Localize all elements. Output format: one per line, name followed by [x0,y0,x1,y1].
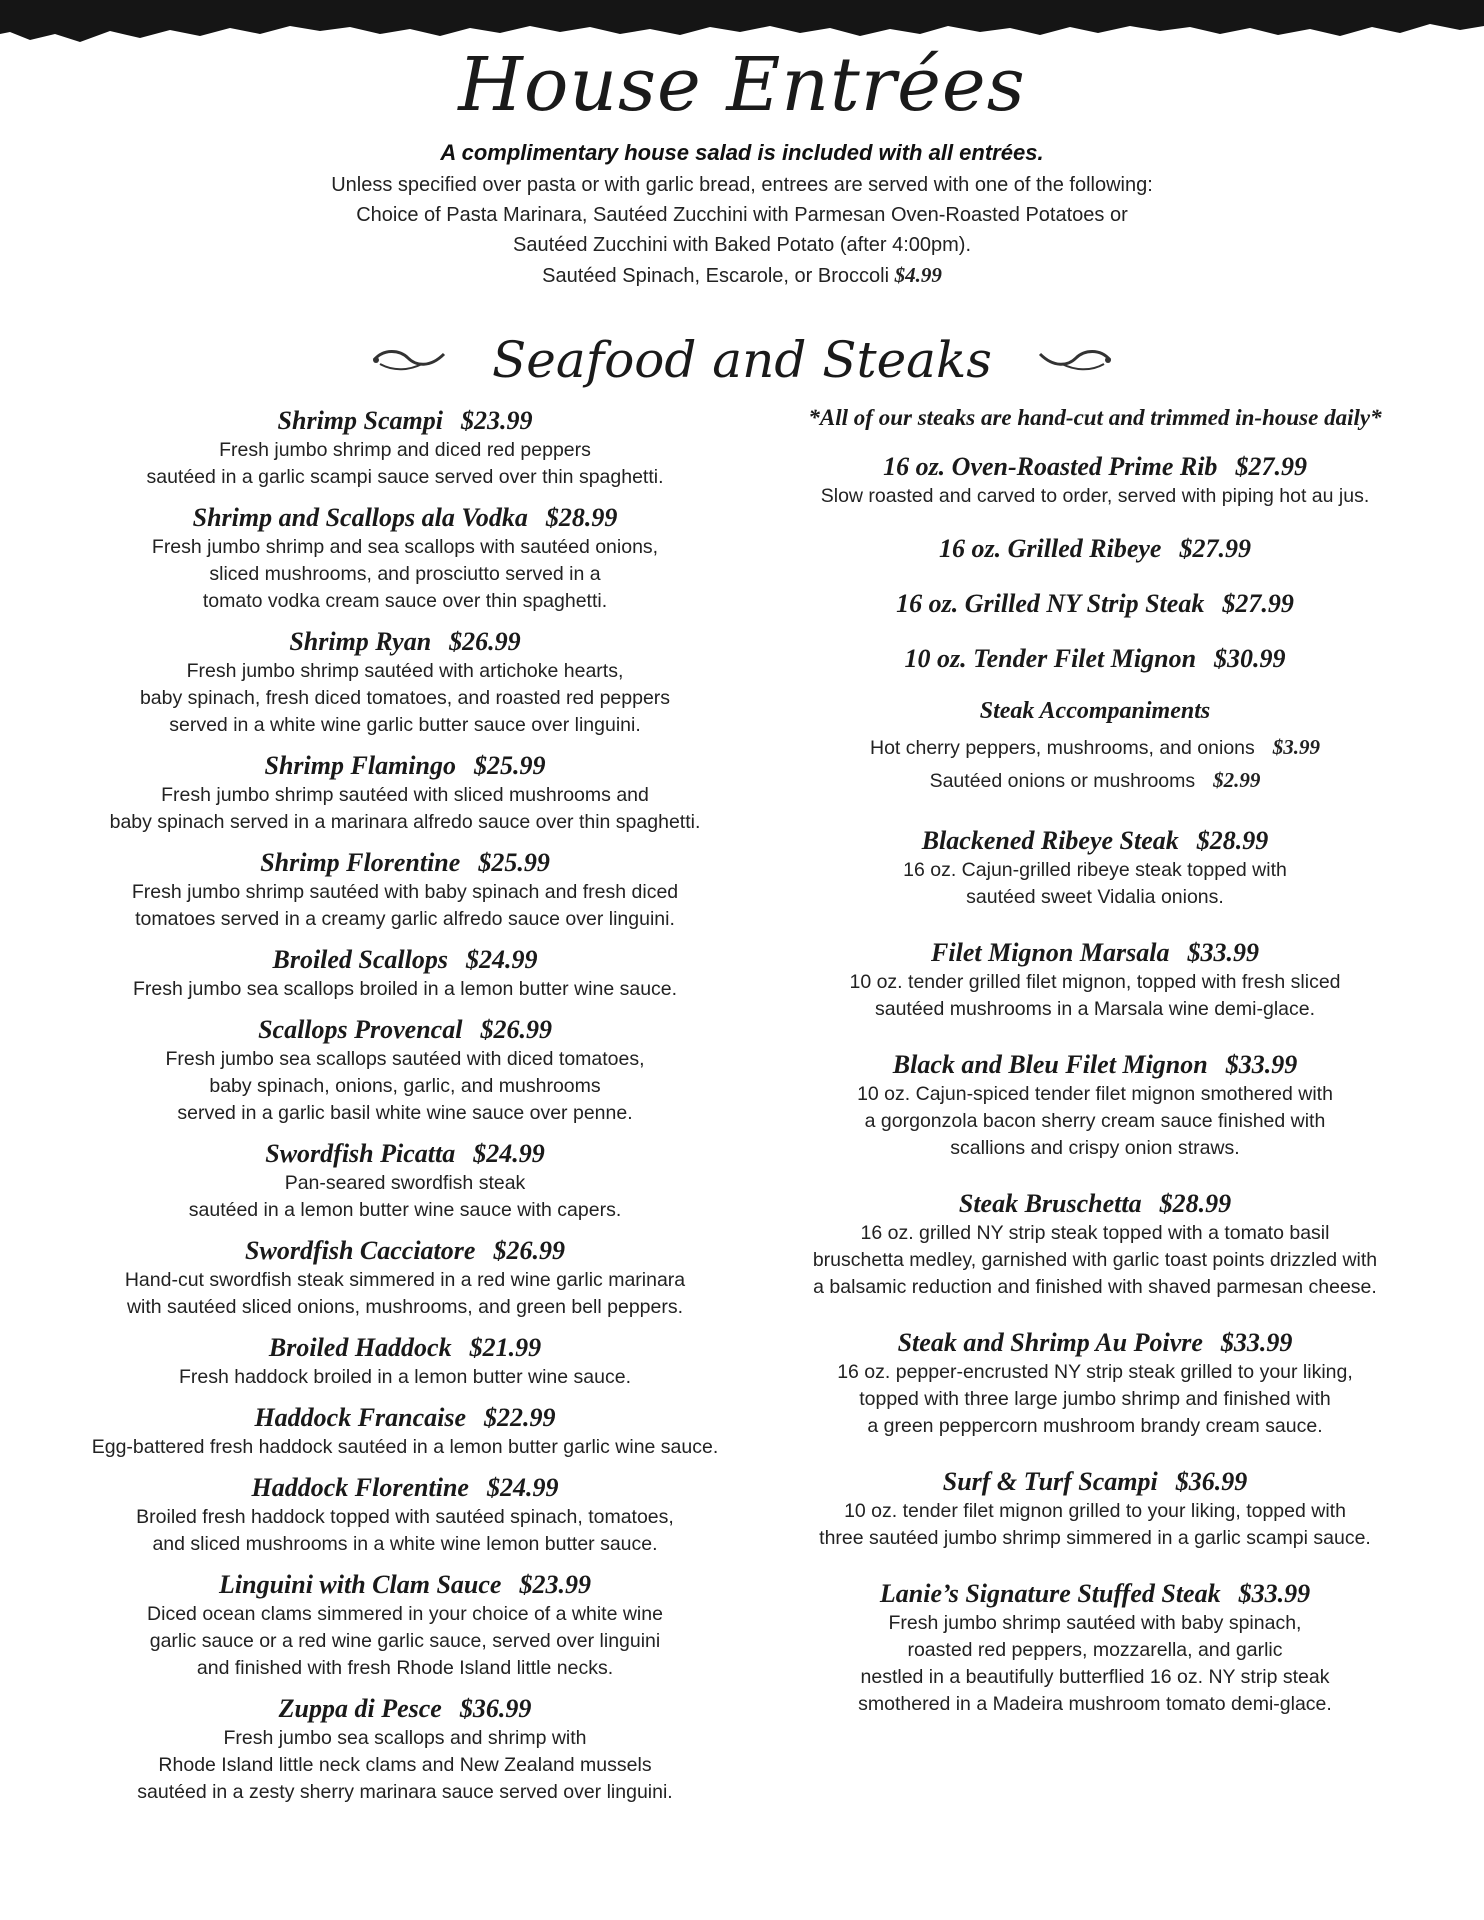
item-price: $23.99 [460,406,533,435]
item-desc: 10 oz. Cajun-spiced tender filet mignon smothered with [857,1083,1333,1105]
menu-item [80,1569,730,1682]
item-price: $28.99 [1196,826,1269,855]
intro-line: Sautéed Zucchini with Baked Potato (after 4:00pm). [512,234,972,256]
item-desc: Slow roasted and carved to order, served with piping hot au jus. [820,485,1370,507]
item-desc: smothered in a Madeira mushroom tomato demi-glace. [858,1693,1332,1715]
item-desc: roasted red peppers, mozzarella, and garlic [907,1639,1283,1661]
item-desc: a green peppercorn mushroom brandy cream sauce. [867,1415,1323,1437]
item-name: 16 oz. Grilled Ribeye [939,534,1162,563]
item-price: $36.99 [459,1694,532,1723]
item-desc: 10 oz. tender filet mignon grilled to your liking, topped with [844,1500,1346,1522]
item-desc: garlic sauce or a red wine garlic sauce, served over linguini [149,1630,661,1652]
intro-line: Unless specified over pasta or with garlic bread, entrees are served with one of the following: [331,174,1153,196]
menu-item [760,1188,1430,1301]
item-desc: Hand-cut swordfish steak simmered in a red wine garlic marinara [124,1269,686,1291]
intro-sides-line [0,260,1484,291]
menu-item [80,1235,730,1321]
item-desc: Rhode Island little neck clams and New Zealand mussels [158,1754,652,1776]
item-price: $33.99 [1187,938,1259,967]
menu-item [80,626,730,739]
intro-line: Choice of Pasta Marinara, Sautéed Zucchini with Parmesan Oven-Roasted Potatoes or [356,204,1128,226]
item-desc: 16 oz. grilled NY strip steak topped with a tomato basil [860,1222,1330,1244]
item-name-line [80,405,730,437]
item-desc: sautéed in a lemon butter wine sauce with capers. [188,1199,622,1221]
item-name-line [80,847,730,879]
item-name-line [80,1235,730,1267]
item-price: $24.99 [486,1473,559,1502]
item-desc: Pan-seared swordfish steak [284,1172,526,1194]
item-name-line [80,1138,730,1170]
item-name-line [80,944,730,976]
item-price: $25.99 [473,751,546,780]
menu-item [80,1693,730,1806]
right-flourish-icon [1036,346,1114,374]
menu-item [80,1138,730,1224]
item-desc: Fresh jumbo sea scallops sautéed with diced tomatoes, [165,1048,645,1070]
item-name: Swordfish Cacciatore [245,1236,476,1265]
item-name-line [80,1014,730,1046]
item-desc: tomato vodka cream sauce over thin spaghetti. [202,590,608,612]
menu-item [760,1466,1430,1552]
menu-item [760,533,1430,565]
menu-item [80,750,730,836]
accompaniment-item [760,731,1430,764]
accompaniment-item [760,764,1430,797]
menu-item [760,588,1430,620]
menu-item [80,847,730,933]
page-title: House Entrées [458,42,1026,128]
item-price: $28.99 [545,503,618,532]
menu-item [760,1578,1430,1718]
item-name: Steak and Shrimp Au Poivre [897,1328,1203,1357]
item-desc: with sautéed sliced onions, mushrooms, and green bell peppers. [126,1296,684,1318]
item-name: Shrimp Scampi [277,406,443,435]
item-name: 16 oz. Oven-Roasted Prime Rib [883,452,1218,481]
item-desc: Broiled fresh haddock topped with sautéed spinach, tomatoes, [136,1506,674,1528]
item-desc: Fresh jumbo shrimp and sea scallops with sautéed onions, [151,536,659,558]
item-name: Black and Bleu Filet Mignon [892,1050,1208,1079]
steak-note: *All of our steaks are hand-cut and trimmed in-house daily* [808,405,1382,430]
item-desc: tomatoes served in a creamy garlic alfredo sauce over linguini. [135,908,675,930]
accompaniment-text: Hot cherry peppers, mushrooms, and onions [869,737,1255,759]
sides-price: $4.99 [894,263,942,287]
item-desc: 16 oz. Cajun-grilled ribeye steak topped with [903,859,1287,881]
item-name-line [760,533,1430,565]
item-name-line [760,1049,1430,1081]
item-desc: and finished with fresh Rhode Island little necks. [196,1657,614,1679]
item-name-line [760,1578,1430,1610]
item-name-line [80,502,730,534]
item-name: Broiled Haddock [268,1333,452,1362]
item-name-line [760,1327,1430,1359]
item-name-line [80,750,730,782]
menu-item [760,1049,1430,1162]
seafood-column [80,405,730,1817]
item-price: $23.99 [519,1570,591,1599]
item-price: $36.99 [1175,1467,1248,1496]
menu-item [80,944,730,1003]
item-name: Broiled Scallops [272,945,448,974]
item-desc: topped with three large jumbo shrimp and finished with [859,1388,1331,1410]
item-name-line [760,1188,1430,1220]
item-desc: a balsamic reduction and finished with shaved parmesan cheese. [813,1276,1377,1298]
item-name: Shrimp and Scallops ala Vodka [192,503,528,532]
item-price: $24.99 [466,945,538,974]
item-name-line [760,937,1430,969]
item-desc: baby spinach, onions, garlic, and mushrooms [209,1075,601,1097]
item-desc: Fresh jumbo shrimp sautéed with sliced mushrooms and [161,784,649,806]
section-header [0,325,1484,395]
item-price: $25.99 [478,848,550,877]
item-desc: three sautéed jumbo shrimp simmered in a garlic scampi sauce. [819,1527,1371,1549]
item-name: Scallops Provencal [258,1015,463,1044]
item-price: $27.99 [1222,589,1294,618]
accompaniments-block [760,698,1430,797]
item-price: $24.99 [473,1139,545,1168]
item-desc: Diced ocean clams simmered in your choice of a white wine [147,1603,663,1625]
accompaniment-text: Sautéed onions or mushrooms [929,770,1196,792]
menu-item [80,1472,730,1558]
item-desc: 16 oz. pepper-encrusted NY strip steak grilled to your liking, [837,1361,1353,1383]
item-name-line [80,1472,730,1504]
sides-text: Sautéed Spinach, Escarole, or Broccoli [542,265,890,287]
item-desc: scallions and crispy onion straws. [950,1137,1240,1159]
item-desc: bruschetta medley, garnished with garlic toast points drizzled with [812,1249,1378,1271]
item-name: Filet Mignon Marsala [931,938,1170,967]
item-price: $27.99 [1179,534,1251,563]
item-name: Lanie’s Signature Stuffed Steak [879,1579,1221,1608]
item-name-line [760,451,1430,483]
item-name: Steak Bruschetta [958,1189,1142,1218]
item-desc: nestled in a beautifully butterflied 16 oz. NY strip steak [860,1666,1330,1688]
menu-item [760,643,1430,675]
left-flourish-icon [370,346,448,374]
item-desc: baby spinach, fresh diced tomatoes, and roasted red peppers [139,687,671,709]
item-name-line [760,588,1430,620]
menu-item [80,1402,730,1461]
item-desc: Fresh jumbo shrimp sautéed with baby spinach and fresh diced [131,881,679,903]
item-name-line [80,1402,730,1434]
accompaniment-price: $3.99 [1272,735,1321,759]
item-price: $33.99 [1220,1328,1293,1357]
item-name: Linguini with Clam Sauce [219,1570,502,1599]
item-desc: served in a garlic basil white wine sauce over penne. [177,1102,633,1124]
menu-item [80,405,730,491]
item-desc: sliced mushrooms, and prosciutto served in a [209,563,601,585]
item-desc: baby spinach served in a marinara alfredo sauce over thin spaghetti. [109,811,701,833]
item-name: Haddock Florentine [251,1473,469,1502]
item-name-line [760,643,1430,675]
item-price: $27.99 [1235,452,1307,481]
item-name: Surf & Turf Scampi [942,1467,1158,1496]
item-name-line [80,626,730,658]
item-desc: sautéed in a garlic scampi sauce served over thin spaghetti. [146,466,664,488]
item-desc: sautéed in a zesty sherry marinara sauce served over linguini. [137,1781,673,1803]
menu-item [80,1332,730,1391]
item-price: $22.99 [484,1403,556,1432]
item-desc: and sliced mushrooms in a white wine lemon butter sauce. [152,1533,658,1555]
intro-block [0,140,1484,291]
steaks-column [760,405,1430,1718]
item-price: $26.99 [493,1236,565,1265]
item-name: 16 oz. Grilled NY Strip Steak [896,589,1205,618]
item-desc: Fresh jumbo sea scallops broiled in a lemon butter wine sauce. [132,978,678,1000]
item-price: $33.99 [1238,1579,1311,1608]
item-name: Shrimp Ryan [289,627,432,656]
item-desc: sautéed sweet Vidalia onions. [966,886,1224,908]
item-price: $28.99 [1159,1189,1232,1218]
item-price: $26.99 [449,627,521,656]
item-desc: Egg-battered fresh haddock sautéed in a lemon butter garlic wine sauce. [91,1436,719,1458]
menu-item [760,1327,1430,1440]
item-name: 10 oz. Tender Filet Mignon [904,644,1197,673]
item-desc: Fresh jumbo shrimp sautéed with baby spinach, [888,1612,1302,1634]
menu-item [80,502,730,615]
item-price: $21.99 [469,1333,542,1362]
menu-item [80,1014,730,1127]
menu-item [760,937,1430,1023]
item-desc: served in a white wine garlic butter sauce over linguini. [169,714,641,736]
accompaniments-title: Steak Accompaniments [979,698,1211,724]
section-title: Seafood and Steaks [492,331,992,389]
item-name: Haddock Francaise [254,1403,467,1432]
item-name-line [80,1693,730,1725]
item-name: Zuppa di Pesce [278,1694,442,1723]
item-desc: Fresh jumbo sea scallops and shrimp with [223,1727,587,1749]
item-desc: Fresh haddock broiled in a lemon butter wine sauce. [178,1366,631,1388]
item-name-line [760,1466,1430,1498]
item-name: Blackened Ribeye Steak [921,826,1179,855]
item-name: Swordfish Picatta [265,1139,456,1168]
item-name: Shrimp Flamingo [264,751,456,780]
item-name: Shrimp Florentine [260,848,461,877]
menu-item [760,825,1430,911]
item-desc: Fresh jumbo shrimp sautéed with artichoke hearts, [186,660,624,682]
item-price: $33.99 [1225,1050,1298,1079]
item-desc: a gorgonzola bacon sherry cream sauce finished with [864,1110,1326,1132]
item-desc: 10 oz. tender grilled filet mignon, topped with fresh sliced [849,971,1341,993]
menu-item [760,451,1430,510]
item-desc: Fresh jumbo shrimp and diced red peppers [219,439,591,461]
intro-lead: A complimentary house salad is included with all entrées. [440,140,1044,165]
item-desc: sautéed mushrooms in a Marsala wine demi-glace. [874,998,1316,1020]
item-price: $30.99 [1214,644,1286,673]
item-name-line [760,825,1430,857]
item-name-line [80,1569,730,1601]
item-price: $26.99 [480,1015,552,1044]
accompaniment-price: $2.99 [1213,768,1261,792]
item-name-line [80,1332,730,1364]
